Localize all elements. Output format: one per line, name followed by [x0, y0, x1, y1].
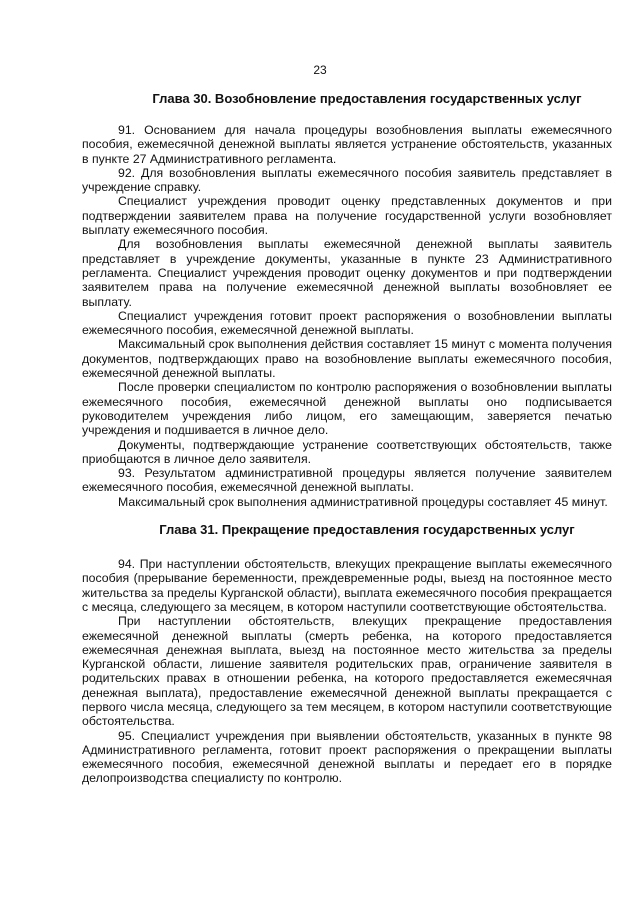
document-body [82, 91, 612, 786]
paragraph: Специалист учреждения проводит оценку представленных документов и при подтверждении заявителем права на получение государственной услуги возобновляет выплату ежемесячного пособия. [82, 194, 612, 238]
paragraph: 91. Основанием для начала процедуры возобновления выплаты ежемесячного пособия, ежемесячной денежной выплаты является устранение обстоятельств, указанных в пункте 27 Административного регламента. [82, 123, 612, 166]
paragraph: Максимальный срок выполнения административной процедуры составляет 45 минут. [118, 494, 608, 509]
paragraph: Для возобновления выплаты ежемесячной денежной выплаты заявитель представляет в учреждение документы, указанные в пункте 23 Административного регламента. Специалист учреждения проводит оценку документов и при подтверждении заявителем права на получение ежемесячной денежной выплаты возобновляет ее выплату. [82, 237, 612, 309]
paragraph: После проверки специалистом по контролю распоряжения о возобновлении выплаты ежемесячного пособия, ежемесячной денежной выплаты оно подписывается руководителем учреждения либо лицом, его замещающим, заверяется печатью учреждения и подшивается в личное дело. [82, 380, 612, 438]
paragraph: 95. Специалист учреждения при выявлении обстоятельств, указанных в пункте 98 Административного регламента, готовит проект распоряжения о прекращении выплаты ежемесячного пособия, ежемесячной денежной выплаты и передает его в порядке делопроизводства специалисту по контролю. [82, 728, 612, 786]
paragraph: При наступлении обстоятельств, влекущих прекращение предоставления ежемесячной денежной выплаты (смерть ребенка, на которого предоставляется ежемесячная денежная выплата, выезд на постоянное место жительства за пределы Курганской области, лишение заявителя родительских прав, ограничение заявителя в родительских правах в отношении ребенка, на которого предоставляется ежемесячная денежная выплата), предоставление ежемесячной денежной выплаты прекращается с первого числа месяца, следующего за тем месяцем, в котором наступили соответствующие обстоятельства. [82, 614, 612, 729]
paragraph: Документы, подтверждающие устранение соответствующих обстоятельств, также приобщаются в личное дело заявителя. [82, 437, 612, 466]
chapter-31-title: Глава 31. Прекращение предоставления государственных услуг [159, 522, 575, 538]
paragraph: 93. Результатом административной процедуры является получение заявителем ежемесячного пособия, ежемесячной денежной выплаты. [82, 466, 612, 495]
chapter-30-title: Глава 30. Возобновление предоставления государственных услуг [152, 91, 582, 106]
page-number: 23 [313, 63, 327, 77]
paragraph: 94. При наступлении обстоятельств, влекущих прекращение выплаты ежемесячного пособия (прерывание беременности, преждевременные роды, выезд на постоянное место жительства за пределы Курганской области), выплата ежемесячного пособия прекращается с месяца, следующего за месяцем, в котором наступили соответствующие обстоятельства. [82, 557, 612, 614]
paragraph: Специалист учреждения готовит проект распоряжения о возобновлении выплаты ежемесячного пособия, ежемесячной денежной выплаты. [82, 308, 612, 338]
paragraph: 92. Для возобновления выплаты ежемесячного пособия заявитель представляет в учреждение справку. [82, 165, 612, 195]
paragraph: Максимальный срок выполнения действия составляет 15 минут с момента получения документов, подтверждающих право на возобновление выплаты ежемесячного пособия, ежемесячной денежной выплаты. [82, 337, 612, 381]
